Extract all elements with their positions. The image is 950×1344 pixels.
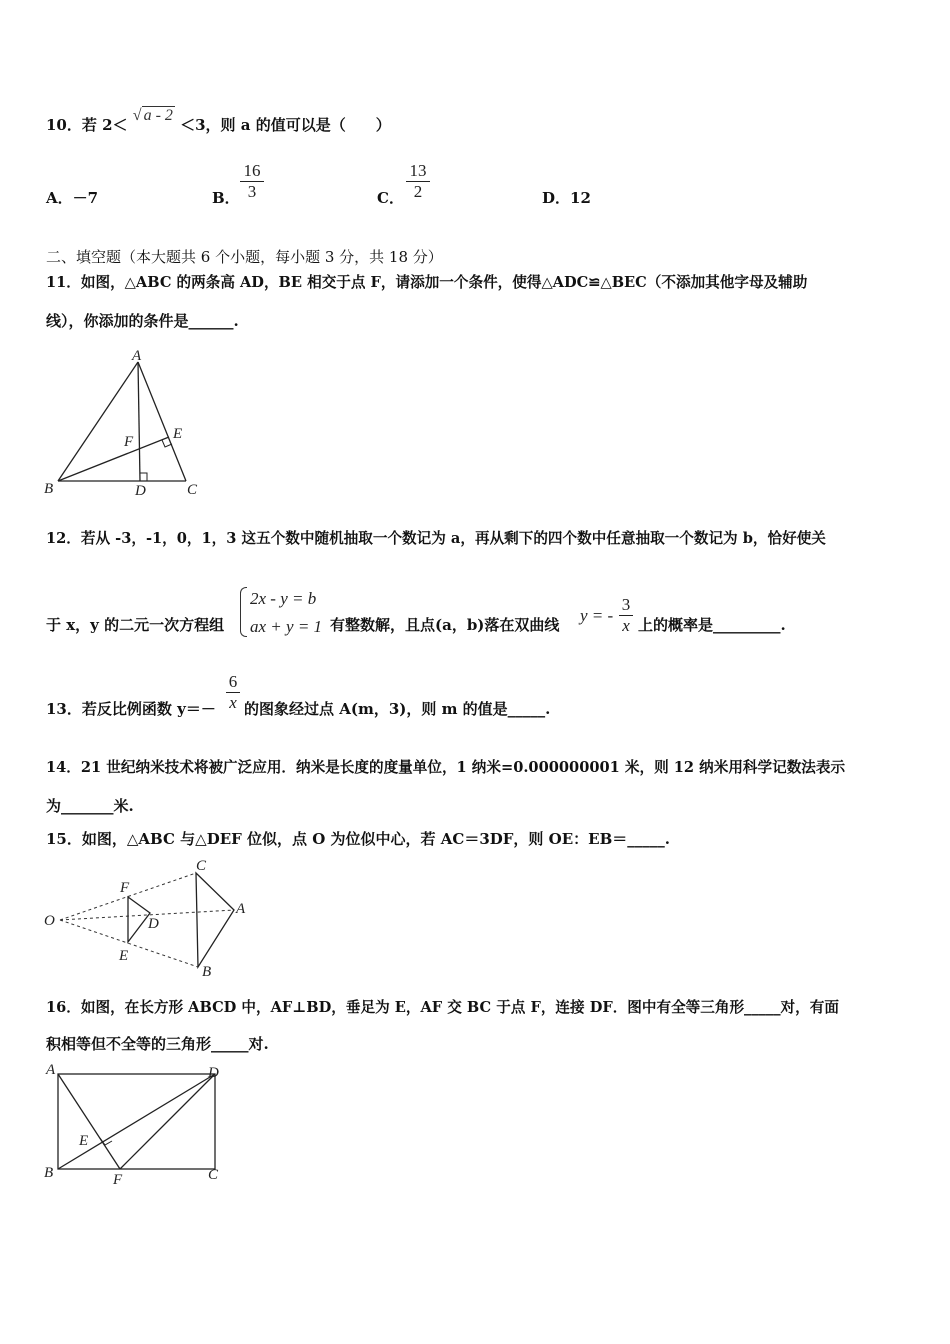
section-heading: 二、填空题（本大题共 6 个小题，每小题 3 分，共 18 分） xyxy=(46,248,443,266)
q13-post: 的图象经过点 A(m，3)，则 m 的值是_____. xyxy=(244,700,551,718)
label-a: A xyxy=(46,1063,56,1078)
q12-mid: 有整数解，且点(a，b)落在双曲线 xyxy=(330,616,560,634)
q12-hyperbola-fraction xyxy=(619,595,633,636)
q12-eq1: 2x - y = b xyxy=(250,589,317,608)
label-c: C xyxy=(187,482,198,498)
q16-line2: 积相等但不全等的三角形_____对. xyxy=(46,1035,269,1053)
q12-pre: 于 x，y 的二元一次方程组 xyxy=(46,616,225,634)
q10-sqrt: √ a - 2 xyxy=(132,107,173,124)
label-e: E xyxy=(173,426,183,442)
frac-numerator: 16 xyxy=(243,161,261,180)
label-f: F xyxy=(113,1172,123,1188)
frac-numerator: 13 xyxy=(409,161,427,180)
label-o: O xyxy=(44,913,55,929)
q12-line1: 12．若从 -3，-1，0，1，3 这五个数中随机抽取一个数记为 a，再从剩下的四个数中任意抽取一个数记为 b，恰好使关 xyxy=(46,530,826,547)
q10-option-b-fraction xyxy=(240,161,264,202)
q10-option-a: A．－7 xyxy=(46,189,99,207)
q10-option-c-fraction xyxy=(406,161,430,202)
q10-option-c-label: C． xyxy=(377,189,404,207)
q12-eq2: ax + y = 1 xyxy=(250,617,323,636)
q13-fraction xyxy=(226,672,240,713)
q11-triangle-figure xyxy=(40,348,210,498)
q12-hyperbola-lhs: y = - xyxy=(580,606,614,625)
q15-line1: 15．如图，△ABC 与△DEF 位似，点 O 为位似中心，若 AC＝3DF，则 OE：EB＝_____. xyxy=(46,830,670,848)
q10-prefix: 10．若 2＜ xyxy=(46,116,128,134)
q11-line2: 线），你添加的条件是______. xyxy=(46,312,239,330)
frac-numerator: 3 xyxy=(621,595,631,614)
q14-line2: 为_______米. xyxy=(46,797,134,815)
frac-denominator: 3 xyxy=(247,182,257,201)
label-f: F xyxy=(124,434,134,450)
label-b: B xyxy=(44,1165,54,1181)
q10-option-b-label: B． xyxy=(212,189,240,207)
frac-denominator: x xyxy=(622,616,630,635)
frac-numerator: 6 xyxy=(228,672,238,691)
label-d: D xyxy=(208,1065,219,1081)
q10-stem xyxy=(46,107,391,135)
q10-option-d: D．12 xyxy=(542,189,591,207)
frac-denominator: 2 xyxy=(413,182,423,201)
q16-rectangle-figure xyxy=(40,1063,235,1188)
label-b: B xyxy=(202,964,212,980)
q12-post: 上的概率是_________. xyxy=(638,616,786,634)
label-a: A xyxy=(236,901,246,917)
q16-line1: 16．如图，在长方形 ABCD 中，AF⊥BD，垂足为 E，AF 交 BC 于点 F，连接 DF．图中有全等三角形_____对，有面 xyxy=(46,999,839,1016)
q12-brace xyxy=(240,587,247,637)
q14-line1: 14．21 世纪纳米技术将被广泛应用．纳米是长度的度量单位，1 纳米=0.000000001 米，则 12 纳米用科学记数法表示 xyxy=(46,759,846,776)
label-d: D xyxy=(135,483,146,498)
label-c: C xyxy=(208,1167,219,1183)
q11-line1: 11．如图，△ABC 的两条高 AD，BE 相交于点 F，请添加一个条件，使得△ADC≌△BEC（不添加其他字母及辅助 xyxy=(46,274,808,291)
label-d: D xyxy=(148,916,159,932)
q13-pre: 13．若反比例函数 y＝－ xyxy=(46,700,216,718)
label-c: C xyxy=(196,858,207,874)
label-e: E xyxy=(119,948,129,964)
label-f: F xyxy=(120,880,130,896)
frac-denominator: x xyxy=(229,693,237,712)
label-b: B xyxy=(44,481,54,497)
label-e: E xyxy=(79,1133,89,1149)
label-a: A xyxy=(132,348,142,364)
q10-suffix: ＜3，则 a 的值可以是（ ） xyxy=(180,116,391,134)
q15-homothety-figure xyxy=(40,855,260,980)
